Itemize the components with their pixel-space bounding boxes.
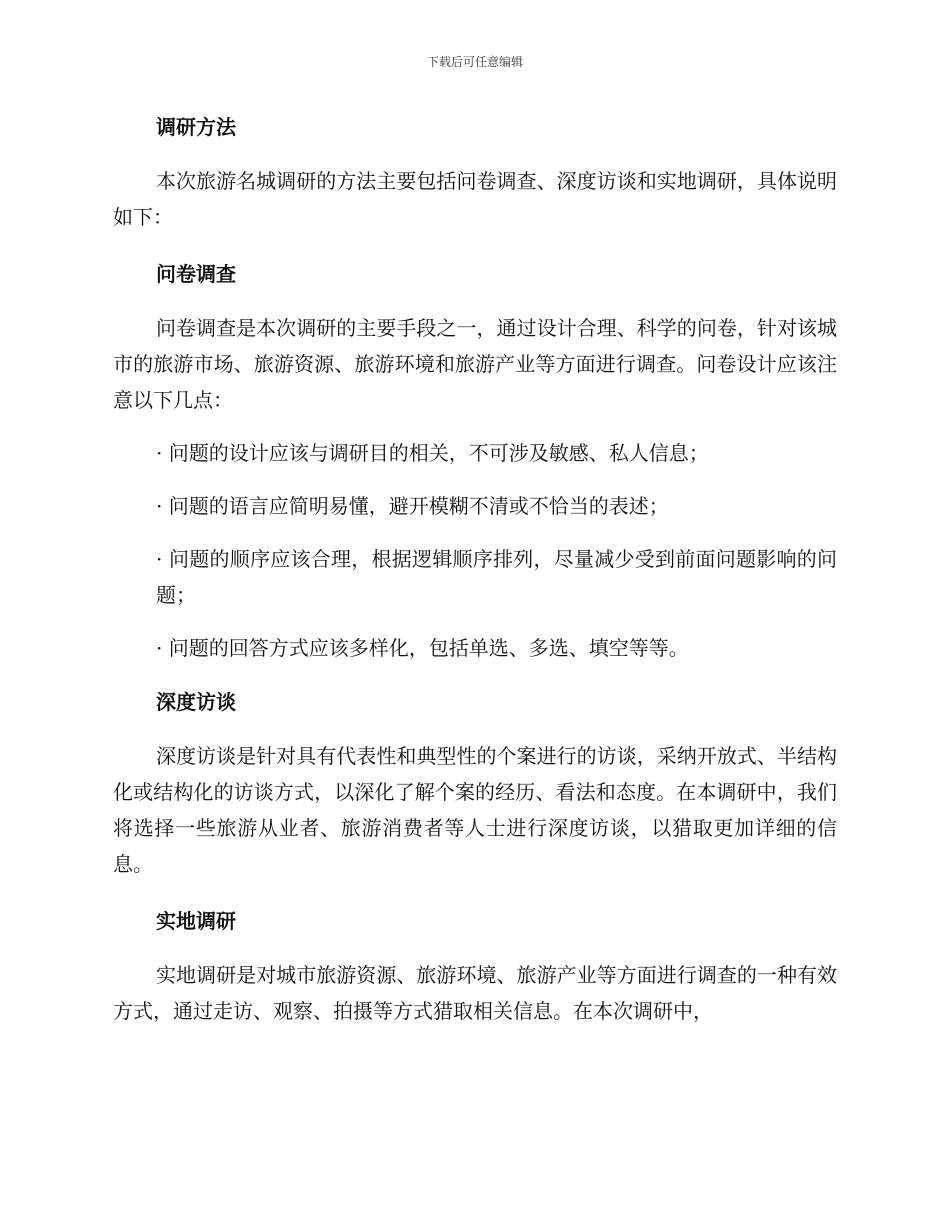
questionnaire-bullet-1: · 问题的设计应该与调研目的相关，不可涉及敏感、私人信息； [156, 441, 709, 465]
section-heading-interview: 深度访谈 [156, 690, 236, 714]
section-heading-methods: 调研方法 [156, 115, 236, 139]
questionnaire-bullet-4: · 问题的回答方式应该多样化，包括单选、多选、填空等等。 [156, 636, 689, 660]
section-heading-field-research: 实地调研 [156, 909, 236, 933]
questionnaire-bullet-3: · 问题的顺序应该合理，根据逻辑顺序排列，尽量减少受到前面问题影响的问题； [156, 547, 837, 607]
questionnaire-paragraph: 问卷调查是本次调研的主要手段之一，通过设计合理、科学的问卷，针对该城市的旅游市场、旅游资源、旅游环境和旅游产业等方面进行调查。问卷设计应该注意以下几点： [113, 316, 837, 412]
questionnaire-bullet-2: · 问题的语言应简明易懂，避开模糊不清或不恰当的表述； [156, 494, 669, 518]
section-heading-questionnaire: 问卷调查 [156, 262, 236, 286]
page-header: 下载后可任意编辑 [426, 55, 523, 69]
interview-paragraph: 深度访谈是针对具有代表性和典型性的个案进行的访谈，采纳开放式、半结构化或结构化的访谈方式，以深化了解个案的经历、看法和态度。在本调研中，我们将选择一些旅游从业者、旅游消费者等人士进行深度访谈，以猎取更加详细的信息。 [113, 744, 837, 876]
methods-intro-paragraph: 本次旅游名城调研的方法主要包括问卷调查、深度访谈和实地调研，具体说明如下： [113, 169, 837, 229]
document-body [113, 108, 837, 1029]
field-research-paragraph: 实地调研是对城市旅游资源、旅游环境、旅游产业等方面进行调查的一种有效方式，通过走访、观察、拍摄等方式猎取相关信息。在本次调研中， [113, 963, 837, 1023]
